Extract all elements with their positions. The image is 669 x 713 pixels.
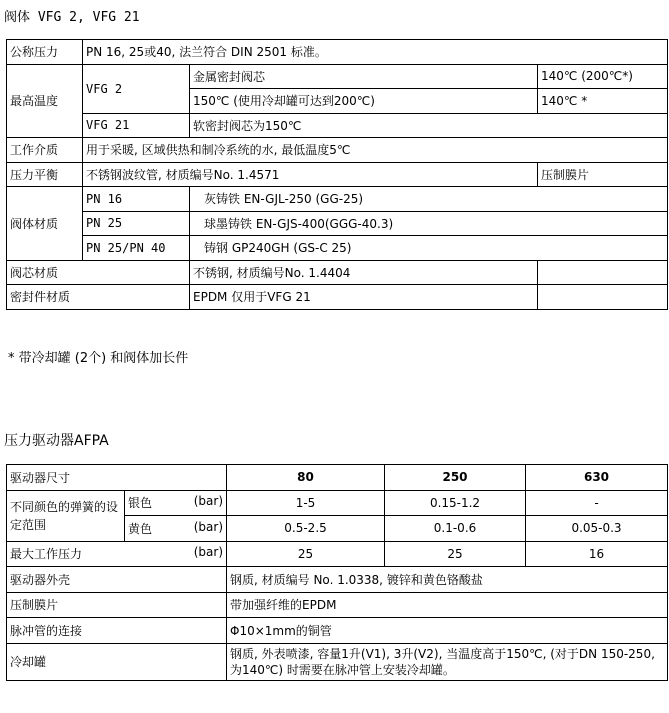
vfg21-value: 软密封阀芯为150℃ bbox=[190, 113, 668, 138]
table-row bbox=[7, 138, 668, 163]
core-material-value: 不锈钢, 材质编号No. 1.4404 bbox=[190, 260, 538, 285]
col-630-header: 630 bbox=[526, 465, 668, 491]
table-row bbox=[7, 618, 668, 644]
yellow-spring-label: 黄色 (bar) bbox=[125, 516, 227, 542]
actuator-size-label: 驱动器尺寸 bbox=[7, 465, 227, 491]
actuator-section-title: 压力驱动器AFPA bbox=[4, 433, 109, 449]
seal-material-value: EPDM 仅用于VFG 21 bbox=[190, 285, 538, 310]
col-250-header: 250 bbox=[385, 465, 526, 491]
table-row bbox=[7, 113, 668, 138]
pn25-material: 球墨铸铁 EN-GJS-400(GGG-40.3) bbox=[190, 211, 668, 236]
table-row bbox=[7, 40, 668, 65]
diaphragm-label: 压制膜片 bbox=[7, 592, 227, 618]
vfg2-metal-seal-temp: 140℃ (200℃*) bbox=[538, 64, 668, 89]
vfg2-label: VFG 2 bbox=[83, 64, 190, 113]
actuator-spec-table bbox=[6, 464, 668, 681]
table-row bbox=[7, 236, 668, 261]
yellow-250: 0.1-0.6 bbox=[385, 516, 526, 542]
yellow-80: 0.5-2.5 bbox=[227, 516, 385, 542]
medium-label: 工作介质 bbox=[7, 138, 83, 163]
table-row bbox=[7, 187, 668, 212]
table-row bbox=[7, 162, 668, 187]
impulse-tube-value: Φ10×1mm的铜管 bbox=[227, 618, 668, 644]
table-row bbox=[7, 490, 668, 516]
maxp-80: 25 bbox=[227, 541, 385, 567]
max-temp-label: 最高温度 bbox=[7, 64, 83, 138]
vfg21-label: VFG 21 bbox=[83, 113, 190, 138]
silver-80: 1-5 bbox=[227, 490, 385, 516]
diaphragm-value: 带加强纤维的EPDM bbox=[227, 592, 668, 618]
maxp-630: 16 bbox=[526, 541, 668, 567]
seal-material-label: 密封件材质 bbox=[7, 285, 190, 310]
maxp-250: 25 bbox=[385, 541, 526, 567]
pn16-material: 灰铸铁 EN-GJL-250 (GG-25) bbox=[190, 187, 668, 212]
table-row bbox=[7, 285, 668, 310]
nominal-pressure-value: PN 16, 25或40, 法兰符合 DIN 2501 标准。 bbox=[83, 40, 668, 65]
max-pressure-label: 最大工作压力 (bar) bbox=[7, 541, 227, 567]
table-row bbox=[7, 592, 668, 618]
core-material-label: 阀芯材质 bbox=[7, 260, 190, 285]
vfg2-metal-seal: 金属密封阀芯 bbox=[190, 64, 538, 89]
medium-value: 用于采暖, 区域供热和制冷系统的水, 最低温度5℃ bbox=[83, 138, 668, 163]
valve-body-section-title: 阀体 VFG 2, VFG 21 bbox=[4, 10, 140, 25]
body-material-label: 阀体材质 bbox=[7, 187, 83, 261]
table-row bbox=[7, 567, 668, 593]
valve-body-spec-table bbox=[6, 39, 668, 310]
table-row bbox=[7, 643, 668, 680]
cooler-value: 钢质, 外表喷漆, 容量1升(V1), 3升(V2), 当温度高于150℃, (对于DN 150-250, 为140℃) 时需要在脉冲管上安装冷却罐。 bbox=[227, 643, 668, 680]
cooler-label: 冷却罐 bbox=[7, 643, 227, 680]
table-row bbox=[7, 541, 668, 567]
footnote: * 带冷却罐 (2个) 和阀体加长件 bbox=[8, 351, 189, 366]
silver-630: - bbox=[526, 490, 668, 516]
nominal-pressure-label: 公称压力 bbox=[7, 40, 83, 65]
vfg2-cooler-temp-value: 140℃ * bbox=[538, 89, 668, 114]
housing-label: 驱动器外壳 bbox=[7, 567, 227, 593]
silver-250: 0.15-1.2 bbox=[385, 490, 526, 516]
pn25-40-label: PN 25/PN 40 bbox=[83, 236, 190, 261]
table-row bbox=[7, 64, 668, 89]
pressure-balance-value-2: 压制膜片 bbox=[538, 162, 668, 187]
pressure-balance-value: 不锈钢波纹管, 材质编号No. 1.4571 bbox=[83, 162, 538, 187]
yellow-630: 0.05-0.3 bbox=[526, 516, 668, 542]
spring-range-label: 不同颜色的弹簧的设定范围 bbox=[7, 490, 125, 541]
table-row bbox=[7, 465, 668, 491]
table-row bbox=[7, 211, 668, 236]
pn16-label: PN 16 bbox=[83, 187, 190, 212]
col-80-header: 80 bbox=[227, 465, 385, 491]
housing-value: 钢质, 材质编号 No. 1.0338, 镀锌和黄色铬酸盐 bbox=[227, 567, 668, 593]
pn25-40-material: 铸钢 GP240GH (GS-C 25) bbox=[190, 236, 668, 261]
pressure-balance-label: 压力平衡 bbox=[7, 162, 83, 187]
table-row bbox=[7, 260, 668, 285]
impulse-tube-label: 脉冲管的连接 bbox=[7, 618, 227, 644]
vfg2-cooler-temp: 150℃ (使用冷却罐可达到200℃) bbox=[190, 89, 538, 114]
pn25-label: PN 25 bbox=[83, 211, 190, 236]
silver-spring-label: 银色 (bar) bbox=[125, 490, 227, 516]
